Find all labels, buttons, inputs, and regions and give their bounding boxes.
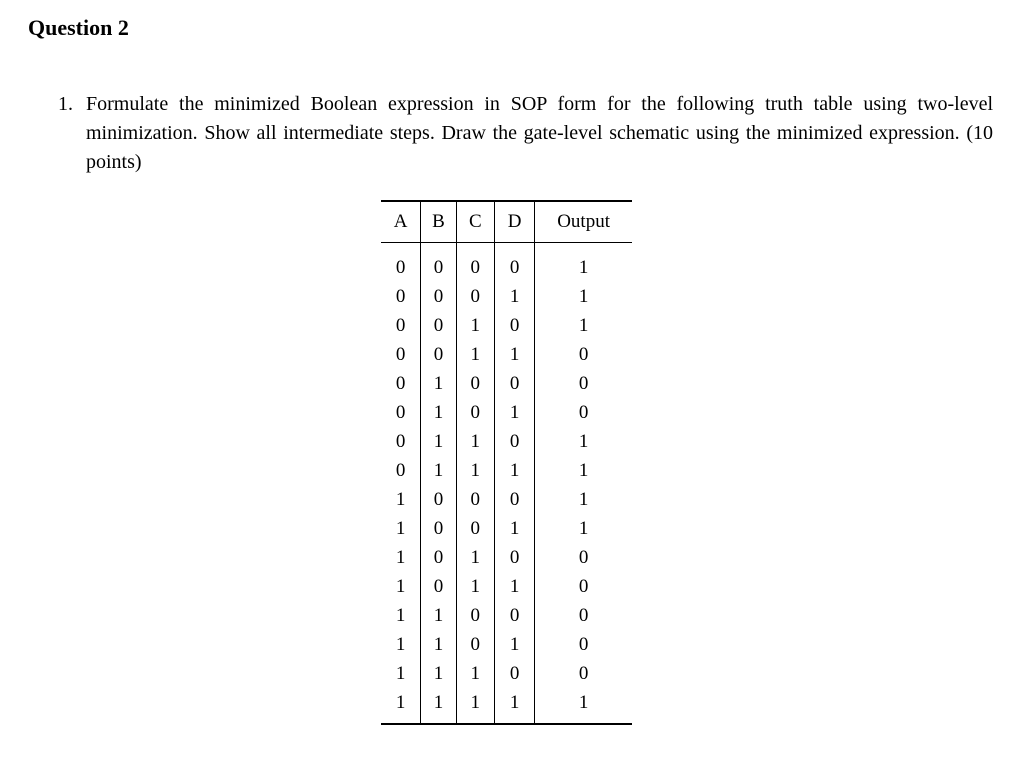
cell-d: 0 <box>494 427 534 456</box>
problem-text: Formulate the minimized Boolean expression in SOP form for the following truth table using two-level minimization. Show all intermediate steps. Draw the gate-level schematic using the minimized expression. (10 points) <box>86 93 993 173</box>
header-b: B <box>421 201 456 243</box>
cell-a: 1 <box>381 659 421 688</box>
cell-d: 0 <box>494 369 534 398</box>
table-row <box>381 688 632 724</box>
cell-d: 1 <box>494 282 534 311</box>
header-output: Output <box>535 201 632 243</box>
table-row <box>381 398 632 427</box>
cell-output: 0 <box>578 401 589 423</box>
cell-d: 1 <box>494 340 534 369</box>
cell-output: 0 <box>578 372 589 394</box>
cell-d: 0 <box>494 311 534 340</box>
table-row <box>381 485 632 514</box>
cell-c: 0 <box>456 282 494 311</box>
cell-c: 0 <box>456 485 494 514</box>
cell-c: 0 <box>456 369 494 398</box>
table-row <box>381 572 632 601</box>
cell-c: 0 <box>456 630 494 659</box>
cell-b: 0 <box>421 572 456 601</box>
cell-a: 0 <box>381 311 421 340</box>
cell-b: 0 <box>421 340 456 369</box>
cell-b: 1 <box>421 398 456 427</box>
table-row <box>381 340 632 369</box>
truth-table-body <box>381 243 632 725</box>
cell-b: 0 <box>421 311 456 340</box>
cell-d: 0 <box>494 659 534 688</box>
cell-b: 1 <box>421 601 456 630</box>
cell-b: 1 <box>421 427 456 456</box>
cell-a: 1 <box>381 514 421 543</box>
cell-output: 1 <box>578 459 589 481</box>
cell-b: 0 <box>421 514 456 543</box>
cell-b: 0 <box>421 543 456 572</box>
cell-output: 1 <box>578 285 589 307</box>
cell-c: 0 <box>456 398 494 427</box>
cell-a: 0 <box>381 398 421 427</box>
cell-c: 1 <box>456 659 494 688</box>
cell-output: 0 <box>578 575 589 597</box>
cell-b: 1 <box>421 369 456 398</box>
cell-output: 1 <box>578 517 589 539</box>
cell-c: 1 <box>456 456 494 485</box>
cell-c: 1 <box>456 340 494 369</box>
cell-b: 1 <box>421 630 456 659</box>
cell-c: 0 <box>456 243 494 283</box>
header-d: D <box>494 201 534 243</box>
cell-b: 1 <box>421 659 456 688</box>
cell-d: 1 <box>494 456 534 485</box>
cell-a: 0 <box>381 427 421 456</box>
problem-number: 1. <box>58 93 73 115</box>
truth-table <box>381 200 632 725</box>
cell-a: 1 <box>381 688 421 724</box>
cell-c: 1 <box>456 688 494 724</box>
cell-a: 1 <box>381 630 421 659</box>
cell-d: 1 <box>494 398 534 427</box>
table-row <box>381 659 632 688</box>
cell-c: 1 <box>456 311 494 340</box>
header-c: C <box>456 201 494 243</box>
table-row <box>381 311 632 340</box>
cell-a: 0 <box>381 243 421 283</box>
cell-output: 1 <box>578 488 589 510</box>
cell-b: 1 <box>421 456 456 485</box>
cell-c: 1 <box>456 427 494 456</box>
cell-c: 0 <box>456 601 494 630</box>
table-row <box>381 630 632 659</box>
truth-table-header-row <box>381 201 632 243</box>
cell-c: 1 <box>456 572 494 601</box>
cell-d: 1 <box>494 572 534 601</box>
cell-output: 1 <box>578 314 589 336</box>
problem-statement <box>58 90 993 177</box>
cell-output: 1 <box>578 691 589 713</box>
cell-a: 0 <box>381 340 421 369</box>
table-row <box>381 456 632 485</box>
cell-d: 1 <box>494 514 534 543</box>
cell-output: 1 <box>578 256 589 278</box>
cell-d: 1 <box>494 688 534 724</box>
cell-c: 1 <box>456 543 494 572</box>
cell-d: 0 <box>494 243 534 283</box>
table-row <box>381 243 632 283</box>
table-row <box>381 427 632 456</box>
cell-d: 0 <box>494 485 534 514</box>
cell-a: 1 <box>381 601 421 630</box>
cell-a: 1 <box>381 485 421 514</box>
table-row <box>381 369 632 398</box>
cell-output: 0 <box>578 662 589 684</box>
cell-output: 0 <box>578 546 589 568</box>
cell-output: 1 <box>578 430 589 452</box>
table-row <box>381 543 632 572</box>
table-row <box>381 601 632 630</box>
cell-b: 0 <box>421 243 456 283</box>
table-row <box>381 514 632 543</box>
cell-b: 0 <box>421 282 456 311</box>
cell-c: 0 <box>456 514 494 543</box>
cell-d: 0 <box>494 601 534 630</box>
cell-d: 0 <box>494 543 534 572</box>
cell-b: 0 <box>421 485 456 514</box>
cell-a: 1 <box>381 572 421 601</box>
cell-output: 0 <box>578 604 589 626</box>
cell-a: 1 <box>381 543 421 572</box>
question-heading: Question 2 <box>28 15 129 40</box>
cell-a: 0 <box>381 369 421 398</box>
table-row <box>381 282 632 311</box>
header-a: A <box>381 201 421 243</box>
cell-a: 0 <box>381 282 421 311</box>
cell-d: 1 <box>494 630 534 659</box>
cell-b: 1 <box>421 688 456 724</box>
cell-a: 0 <box>381 456 421 485</box>
cell-output: 0 <box>578 343 589 365</box>
cell-output: 0 <box>578 633 589 655</box>
